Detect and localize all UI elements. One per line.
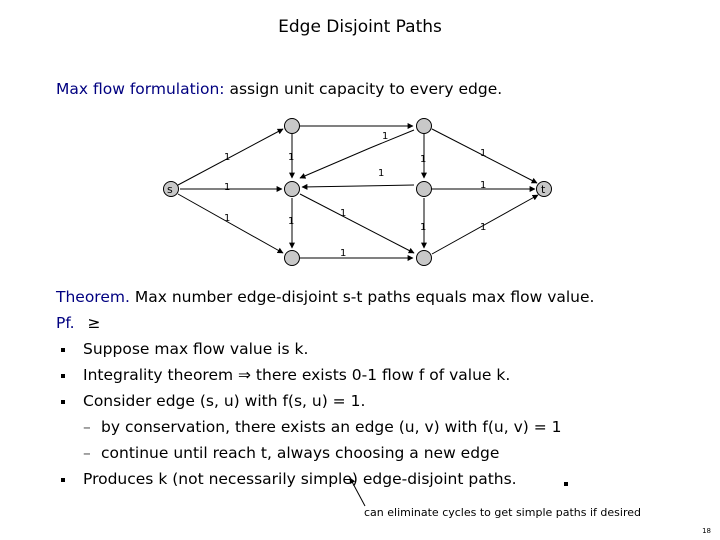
proof-lead: Pf.: [56, 314, 75, 332]
capacity-label: 1: [340, 208, 347, 219]
node-b: [285, 182, 300, 197]
formulation-line: [56, 80, 502, 98]
capacity-label: 1: [340, 248, 347, 259]
edge-f-b: [302, 185, 414, 187]
slide-title: Edge Disjoint Paths: [278, 17, 442, 37]
capacity-label: 1: [224, 213, 231, 224]
bullet-marker: [61, 348, 65, 352]
edge-b-g: [300, 194, 414, 253]
edge-s-a: [178, 129, 283, 185]
node-c: [285, 251, 300, 266]
node-e: [417, 119, 432, 134]
capacity-label: 1: [288, 152, 295, 163]
node-f: [417, 182, 432, 197]
theorem-text: Max number edge-disjoint s-t paths equals max flow value.: [134, 288, 595, 306]
dash-marker: –: [83, 444, 91, 462]
capacity-label: 1: [420, 222, 427, 233]
capacity-label: 1: [480, 180, 487, 191]
theorem-line: [56, 288, 594, 306]
flow-network-diagram: [150, 108, 570, 268]
sub-bullet-text: continue until reach t, always choosing a new edge: [101, 444, 500, 462]
capacity-label: 1: [382, 131, 389, 142]
node-s-label: s: [167, 183, 173, 196]
edge-e-b: [300, 130, 414, 178]
formulation-lead: Max flow formulation:: [56, 80, 225, 98]
capacity-label: 1: [480, 222, 487, 233]
capacity-label: 1: [378, 168, 385, 179]
node-g: [417, 251, 432, 266]
bullet-marker: [61, 400, 65, 404]
proof-symbol: ≥: [87, 314, 101, 332]
capacity-label: 1: [224, 182, 231, 193]
capacity-label: 1: [480, 148, 487, 159]
bullet-item: Produces k (not necessarily simple) edge-disjoint paths.: [83, 470, 517, 488]
formulation-text: assign unit capacity to every edge.: [229, 80, 503, 98]
node-a: [285, 119, 300, 134]
edge-s-c: [178, 194, 283, 253]
page-number: 18: [702, 527, 711, 535]
annotation-arrow: [340, 470, 380, 510]
bullet-item: Integrality theorem ⇒ there exists 0-1 flow f of value k.: [83, 366, 511, 384]
theorem-lead: Theorem.: [56, 288, 130, 306]
sub-bullet-item: [83, 418, 562, 436]
node-t-label: t: [541, 183, 546, 196]
bullet-item: Suppose max flow value is k.: [83, 340, 309, 358]
bullet-marker: [61, 374, 65, 378]
bullet-marker: [61, 478, 65, 482]
qed-marker: [564, 482, 568, 486]
annotation-note: can eliminate cycles to get simple paths if desired: [364, 506, 641, 519]
bullet-item: Consider edge (s, u) with f(s, u) = 1.: [83, 392, 366, 410]
proof-line: [56, 314, 101, 332]
dash-marker: –: [83, 418, 91, 436]
sub-bullet-item: [83, 444, 499, 462]
capacity-label: 1: [288, 216, 295, 227]
capacity-label: 1: [420, 154, 427, 165]
capacity-label: 1: [224, 152, 231, 163]
sub-bullet-text: by conservation, there exists an edge (u, v) with f(u, v) = 1: [101, 418, 562, 436]
